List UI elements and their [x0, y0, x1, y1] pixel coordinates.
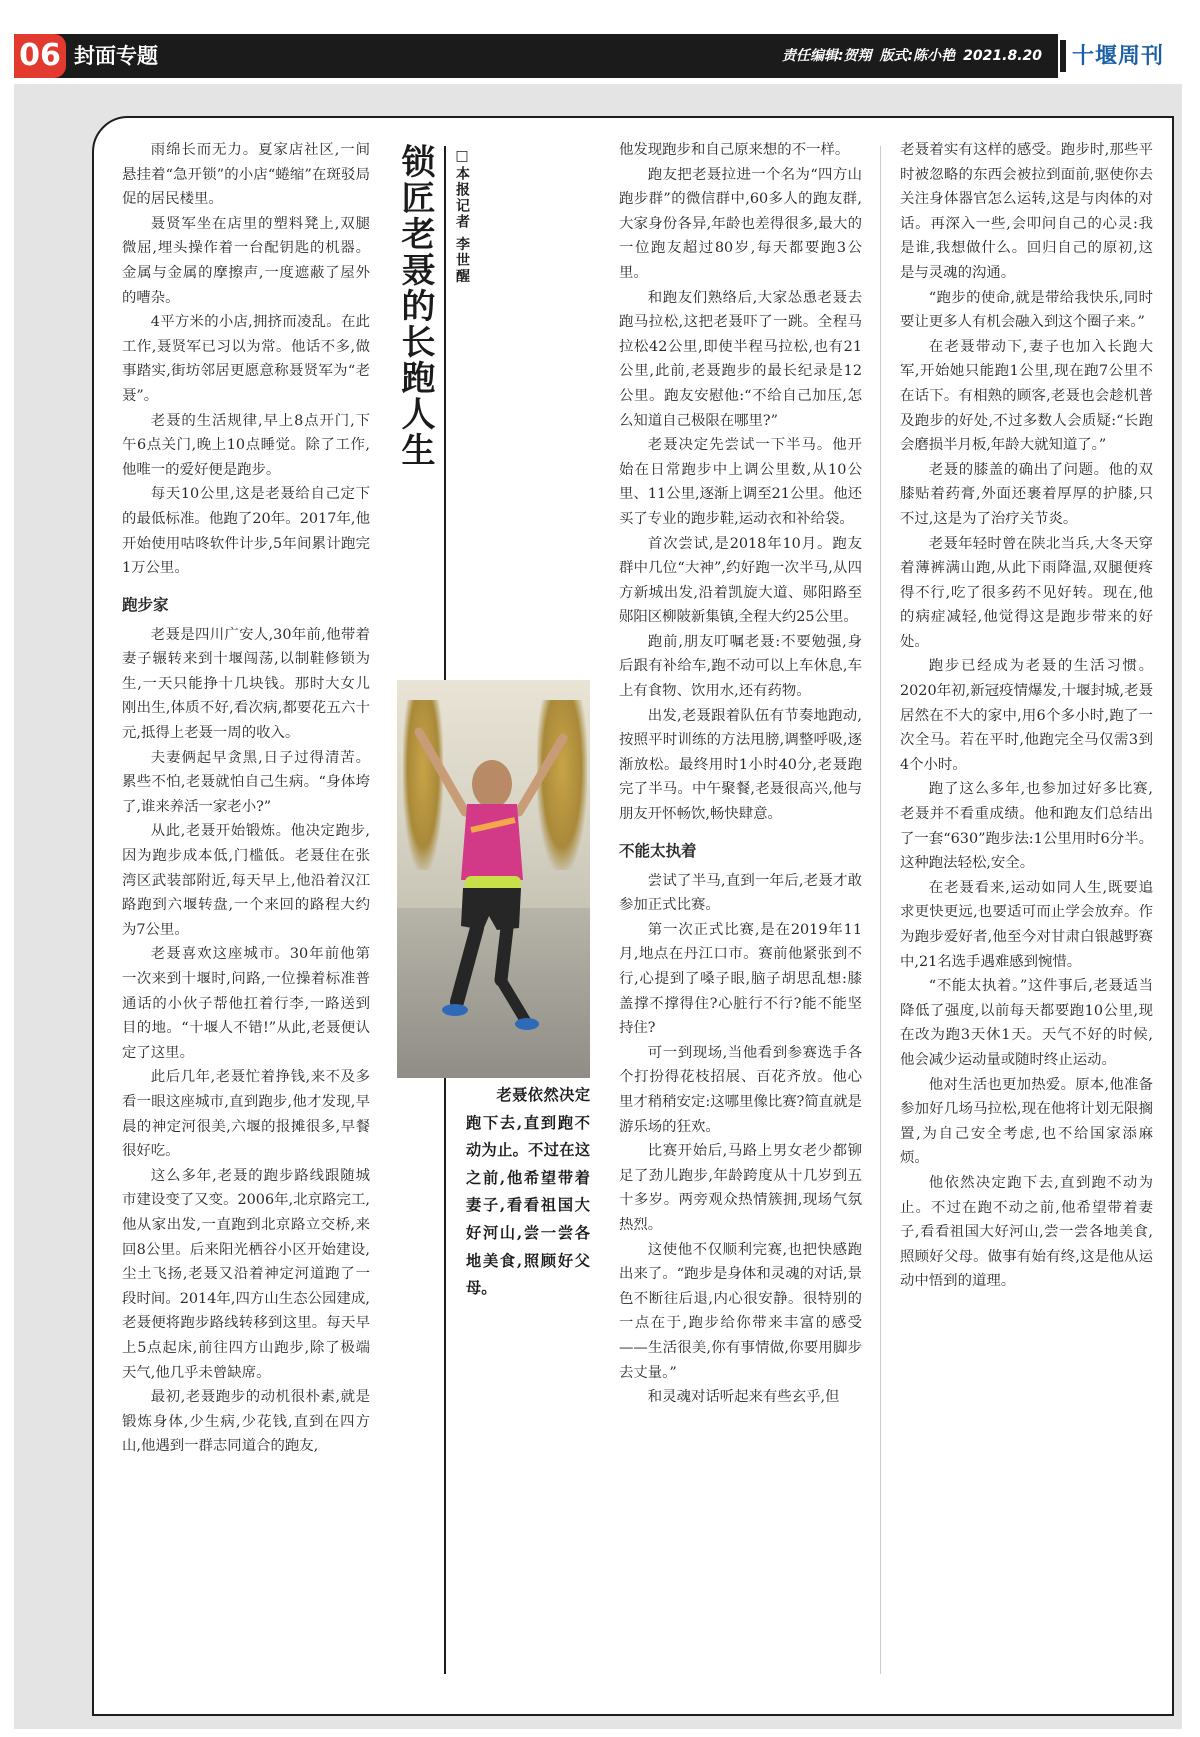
- paragraph: 从此,老聂开始锻炼。他决定跑步,因为跑步成本低,门槛低。老聂住在张湾区武装部附近,每天早上,他沿着汉江路跑到六堰转盘,一个来回的路程大约为7公里。: [122, 823, 370, 938]
- paragraph: 他依然决定跑下去,直到跑不动为止。不过在跑不动之前,他希望带着妻子,看看祖国大好河山,尝一尝各地美食,照顾好父母。做事有始有终,这是他从运动中悟到的道理。: [900, 1174, 1153, 1290]
- paragraph: 第一次正式比赛,是在2019年11月,地点在丹江口市。赛前他紧张到不行,心提到了嗓子眼,脑子胡思乱想:膝盖撑不撑得住?心脏行不行?能不能坚持住?: [619, 921, 862, 1037]
- paragraph: 这么多年,老聂的跑步路线跟随城市建设变了又变。2006年,北京路完工,他从家出发,一直跑到北京路立交桥,来回8公里。后来阳光栖谷小区开始建设,尘土飞扬,老聂又沿着神定河道跑了一段时间。2014年,四方山生态公园建成,老聂便将跑步路线转移到这里。每天早上5点起床,前往四方山跑步,除了极端天气,他几乎未曾缺席。: [122, 1167, 370, 1381]
- paragraph: 跑友把老聂拉进一个名为“四方山跑步群”的微信群中,60多人的跑友群,大家身份各异,年龄也差得很多,最大的一位跑友超过80岁,每天都要跑3公里。: [619, 166, 862, 281]
- paragraph: 夫妻俩起早贪黑,日子过得清苦。累些不怕,老聂就怕自己生病。“身体垮了,谁来养活一家老小?”: [122, 749, 370, 815]
- credits: [774, 34, 1042, 78]
- col3-body: [619, 869, 862, 1410]
- paragraph: 老聂的膝盖的确出了问题。他的双膝贴着药膏,外面还裹着厚厚的护膝,只不过,这是为了治疗关节炎。: [900, 461, 1153, 527]
- subheading-not-too-persistent: 不能太执着: [619, 841, 697, 860]
- paragraph: 最初,老聂跑步的动机很朴素,就是锻炼身体,少生病,少花钱,直到在四方山,他遇到一群志同道合的跑友,: [122, 1389, 370, 1455]
- paragraph: 跑前,朋友叮嘱老聂:不要勉强,身后跟有补给车,跑不动可以上车休息,车上有食物、饮用水,还有药物。: [619, 633, 862, 700]
- paragraph: 跑步已经成为老聂的生活习惯。2020年初,新冠疫情爆发,十堰封城,老聂居然在不大的家中,用6个多小时,跑了一次全马。若在平时,他跑完全马仅需3到4个小时。: [900, 658, 1153, 773]
- photo-caption: 老聂依然决定跑下去,直到跑不动为止。不过在这之前,他希望带着妻子,看看祖国大好河山,尝一尝各地美食,照顾好父母。: [466, 1086, 590, 1298]
- paragraph: 老聂的生活规律,早上8点开门,下午6点关门,晚上10点睡觉。除了工作,他唯一的爱好便是跑步。: [122, 412, 370, 478]
- paragraph: 和灵魂对话听起来有些玄乎,但: [647, 1389, 840, 1406]
- paragraph: 他对生活也更加热爱。原本,他准备参加好几场马拉松,现在他将计划无限搁置,为自己安全考虑,也不给国家添麻烦。: [900, 1076, 1153, 1167]
- column-1: [122, 138, 370, 1459]
- subheading-runner: 跑步家: [122, 595, 169, 614]
- paragraph: 跑了这么多年,也参加过好多比赛,老聂并不看重成绩。他和跑友们总结出了一套“630”跑步法:1公里用时6分半。这种跑法轻松,安全。: [900, 781, 1153, 872]
- paragraph: 此后几年,老聂忙着挣钱,来不及多看一眼这座城市,直到跑步,他才发现,早晨的神定河很美,六堰的报摊很多,早餐很好吃。: [122, 1069, 370, 1160]
- paragraph: 雨绵长而无力。夏家店社区,一间悬挂着“急开锁”的小店“蜷缩”在斑驳局促的居民楼里。: [122, 142, 370, 208]
- column-rule-right: [880, 146, 881, 1674]
- brand-bar: [1060, 40, 1066, 72]
- paragraph: 出发,老聂跟着队伍有节奏地跑动,按照平时训练的方法甩膀,调整呼吸,逐渐放松。最终用时1小时40分,老聂跑完了半马。中午聚餐,老聂很高兴,他与朋友开怀畅饮,畅快肆意。: [619, 707, 862, 823]
- paragraph: 在老聂看来,运动如同人生,既要追求更快更远,也要适可而止学会放弃。作为跑步爱好者,他至今对甘肃白银越野赛中,21名选手遇难感到惋惜。: [900, 879, 1153, 970]
- editor-credit: 责任编辑:贺翔: [781, 48, 872, 64]
- column-4: [900, 138, 1153, 1294]
- brand-box: [1058, 34, 1182, 78]
- column-3: [619, 138, 862, 1410]
- article-title: 锁匠老聂的长跑人生: [395, 144, 435, 468]
- paragraph: 老聂年轻时曾在陕北当兵,大冬天穿着薄裤满山跑,从此下雨降温,双腿便疼得不行,吃了很多药不见好转。现在,他的病症减轻,他觉得这是跑步带来的好处。: [900, 535, 1153, 650]
- brand-logo: 十堰周刊: [1072, 43, 1165, 69]
- paragraph: 老聂着实有这样的感受。跑步时,那些平时被忽略的东西会被拉到面前,驱使你去关注身体器官怎么运转,这是与肉体的对话。再深入一些,会叩问自己的心灵:我是谁,我想做什么。回归自己的原初,这是与灵魂的沟通。: [900, 142, 1153, 281]
- paragraph: 聂贤军坐在店里的塑料凳上,双腿微屈,埋头操作着一台配钥匙的机器。金属与金属的摩擦声,一度遮蔽了屋外的嘈杂。: [122, 215, 370, 306]
- paragraph: 老聂喜欢这座城市。30年前他第一次来到十堰时,问路,一位操着标准普通话的小伙子帮他扛着行李,一路送到目的地。“十堰人不错!”从此,老聂便认定了这里。: [122, 946, 370, 1061]
- paragraph: 老聂是四川广安人,30年前,他带着妻子辗转来到十堰闯荡,以制鞋修锁为生,一天只能挣十几块钱。那时大女儿刚出生,体质不好,看次病,都要花五六十元,抵得上老聂一周的收入。: [122, 626, 370, 742]
- paragraph: 每天10公里,这是老聂给自己定下的最低标准。他跑了20年。2017年,他开始使用咕咚软件计步,5年间累计跑完1万公里。: [122, 486, 370, 577]
- section-title: 封面专题: [74, 44, 158, 68]
- issue-date: 2021.8.20: [963, 48, 1042, 64]
- paragraph: 可一到现场,当他看到参赛选手各个打扮得花枝招展、百花齐放。他心里才稍稍安定:这哪里像比赛?简直就是游乐场的狂欢。: [619, 1044, 862, 1135]
- runner-photo: [397, 680, 590, 1078]
- paragraph: 4平方米的小店,拥挤而凌乱。在此工作,聂贤军已习以为常。他话不多,做事踏实,街坊邻居更愿意称聂贤军为“老聂”。: [122, 314, 370, 404]
- runner-figure: [397, 680, 590, 1078]
- page-header: [14, 34, 1182, 78]
- paragraph: 首次尝试,是2018年10月。跑友群中几位“大神”,约好跑一次半马,从四方新城出发,沿着凯旋大道、郧阳路至郧阳区柳陂新集镇,全程大约25公里。: [619, 535, 862, 626]
- col1-body: [122, 623, 370, 1459]
- paragraph: 在老聂带动下,妻子也加入长跑大军,开始她只能跑1公里,现在跑7公里不在话下。有相熟的顾客,老聂也会趁机普及跑步的好处,不过多数人会质疑:“长跑会磨损半月板,年龄大就知道了。”: [900, 338, 1153, 454]
- paragraph: 和跑友们熟络后,大家怂恿老聂去跑马拉松,这把老聂吓了一跳。全程马拉松42公里,即使半程马拉松,也有21公里,此前,老聂跑步的最长纪录是12公里。跑友安慰他:“不给自己加压,怎么知道自己极限在哪里?”: [619, 289, 862, 429]
- paragraph: 比赛开始后,马路上男女老少都铆足了劲儿跑步,年龄跨度从十几岁到五十多岁。两旁观众热情簇拥,现场气氛热烈。: [619, 1143, 862, 1233]
- paragraph: 尝试了半马,直到一年后,老聂才敢参加正式比赛。: [619, 872, 862, 914]
- col1-intro: [122, 138, 370, 581]
- paragraph: 他发现跑步和自己原来想的不一样。: [619, 142, 850, 158]
- col3-top: [619, 138, 862, 827]
- paragraph: 老聂决定先尝试一下半马。他开始在日常跑步中上调公里数,从10公里、11公里,逐渐上调至21公里。他还买了专业的跑步鞋,运动衣和补给袋。: [619, 437, 862, 527]
- byline: □本报记者 李世醒: [454, 148, 470, 285]
- page-number: 06: [14, 34, 66, 78]
- paragraph: “不能太执着。”这件事后,老聂适当降低了强度,以前每天都要跑10公里,现在改为跑3天休1天。天气不好的时候,他会减少运动量或随时终止运动。: [900, 978, 1153, 1068]
- paragraph: 这使他不仅顺利完赛,也把快感跑出来了。“跑步是身体和灵魂的对话,景色不断往后退,内心很安静。很特别的一点在于,跑步给你带来丰富的感受——生活很美,你有事情做,你要用脚步去丈量。”: [619, 1241, 862, 1381]
- layout-credit: 版式:陈小艳: [879, 48, 956, 64]
- paragraph: “跑步的使命,就是带给我快乐,同时要让更多人有机会融入到这个圈子来。”: [900, 289, 1153, 331]
